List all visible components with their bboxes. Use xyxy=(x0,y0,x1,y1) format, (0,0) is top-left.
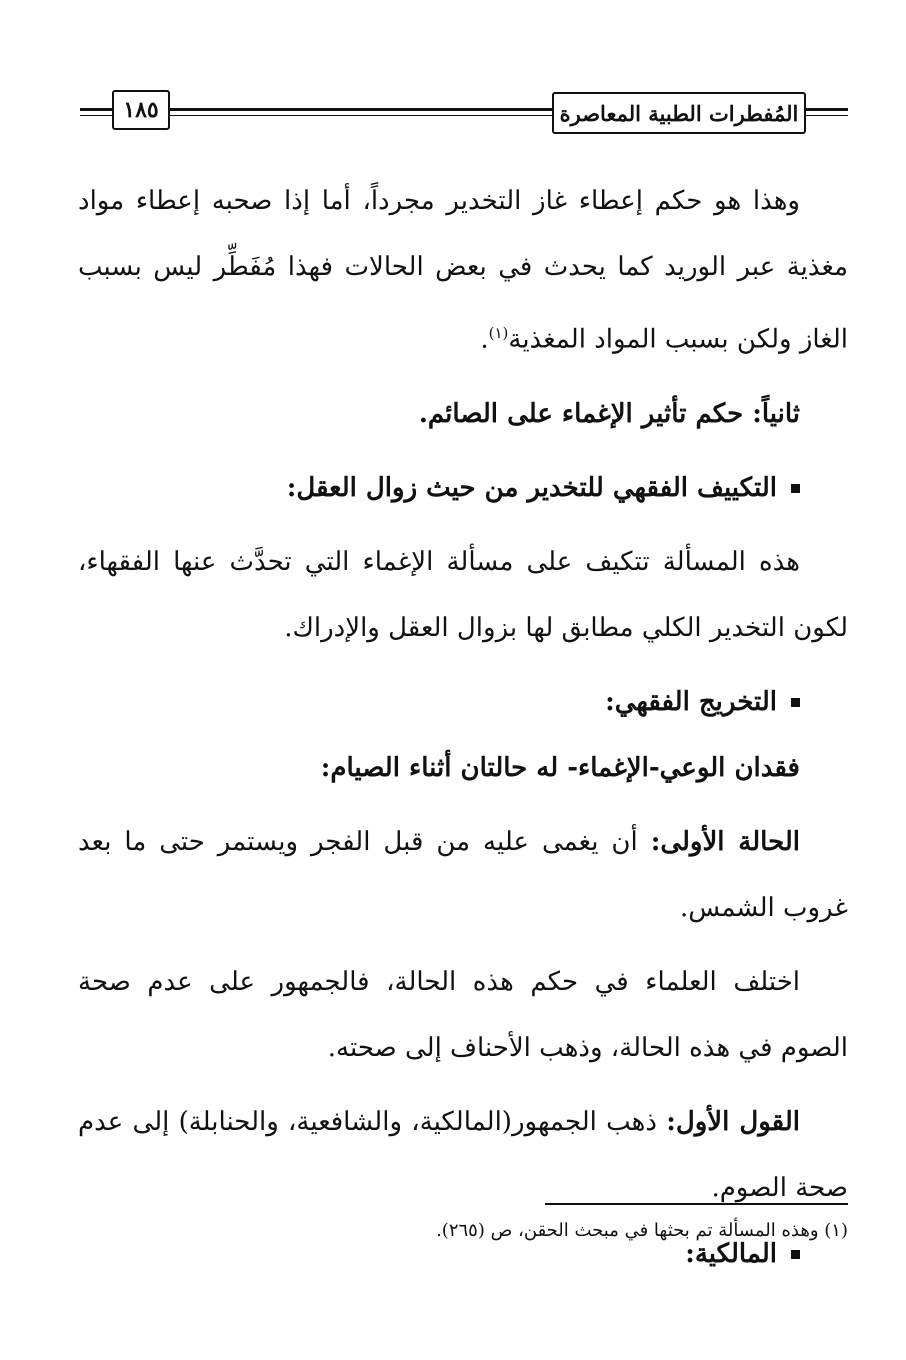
bullet-icon xyxy=(791,484,800,493)
footnote-ref[interactable]: (١) xyxy=(488,324,509,342)
paragraph-1-end: . xyxy=(480,324,489,355)
paragraph-5 xyxy=(78,1089,848,1221)
page-header xyxy=(0,0,906,140)
section-heading: ثانياً: حكم تأثير الإغماء على الصائم. xyxy=(418,398,800,429)
header-rule-right-thin xyxy=(806,115,848,116)
paragraph-3 xyxy=(78,809,848,941)
footnote: (١) وهذه المسألة تم بحثها في مبحث الحقن، ص (٢٦٥). xyxy=(436,1220,848,1241)
book-title: المُفطرات الطبية المعاصرة xyxy=(552,92,806,134)
subheading-cases: فقدان الوعي-الإغماء- له حالتان أثناء الصيام: xyxy=(320,752,800,783)
paragraph-1-text: وهذا هو حكم إعطاء غاز التخدير مجرداً، أما إذا صحبه إعطاء مواد مغذية عبر الوريد كما يحدث في بعض الحالات فهذا مُفَطِّر ليس بسبب الغاز ولكن بسبب المواد المغذية xyxy=(78,186,848,355)
paragraph-3-text: أن يغمى عليه من قبل الفجر ويستمر حتى ما بعد غروب الشمس. xyxy=(78,826,848,923)
footnote-separator xyxy=(545,1203,848,1205)
opinion-one-label: القول الأول: xyxy=(666,1106,800,1137)
subheading-adaptation-text: التكييف الفقهي للتخدير من حيث زوال العقل: xyxy=(286,472,777,503)
page-body xyxy=(78,168,848,1287)
page-number: ١٨٥ xyxy=(112,90,170,130)
paragraph-4: اختلف العلماء في حكم هذه الحالة، فالجمهور على عدم صحة الصوم في هذه الحالة، وذهب الأحناف إلى صحته. xyxy=(78,966,848,1063)
subheading-derivation-text: التخريج الفقهي: xyxy=(605,686,777,717)
bullet-icon xyxy=(791,1250,800,1259)
bullet-icon xyxy=(791,698,800,707)
paragraph-2: هذه المسألة تتكيف على مسألة الإغماء التي تحدَّث عنها الفقهاء، لكون التخدير الكلي مطابق لها بزوال العقل والإدراك. xyxy=(78,546,848,643)
case-one-label: الحالة الأولى: xyxy=(650,826,800,857)
paragraph-1 xyxy=(78,168,848,373)
subheading-derivation xyxy=(78,669,848,735)
subheading-adaptation xyxy=(78,455,848,521)
header-rule-right xyxy=(806,108,848,111)
subheading-malikiyya-text: المالكية: xyxy=(685,1238,777,1269)
paragraph-5-text: ذهب الجمهور(المالكية، والشافعية، والحنابلة) إلى عدم صحة الصوم. xyxy=(78,1106,848,1203)
